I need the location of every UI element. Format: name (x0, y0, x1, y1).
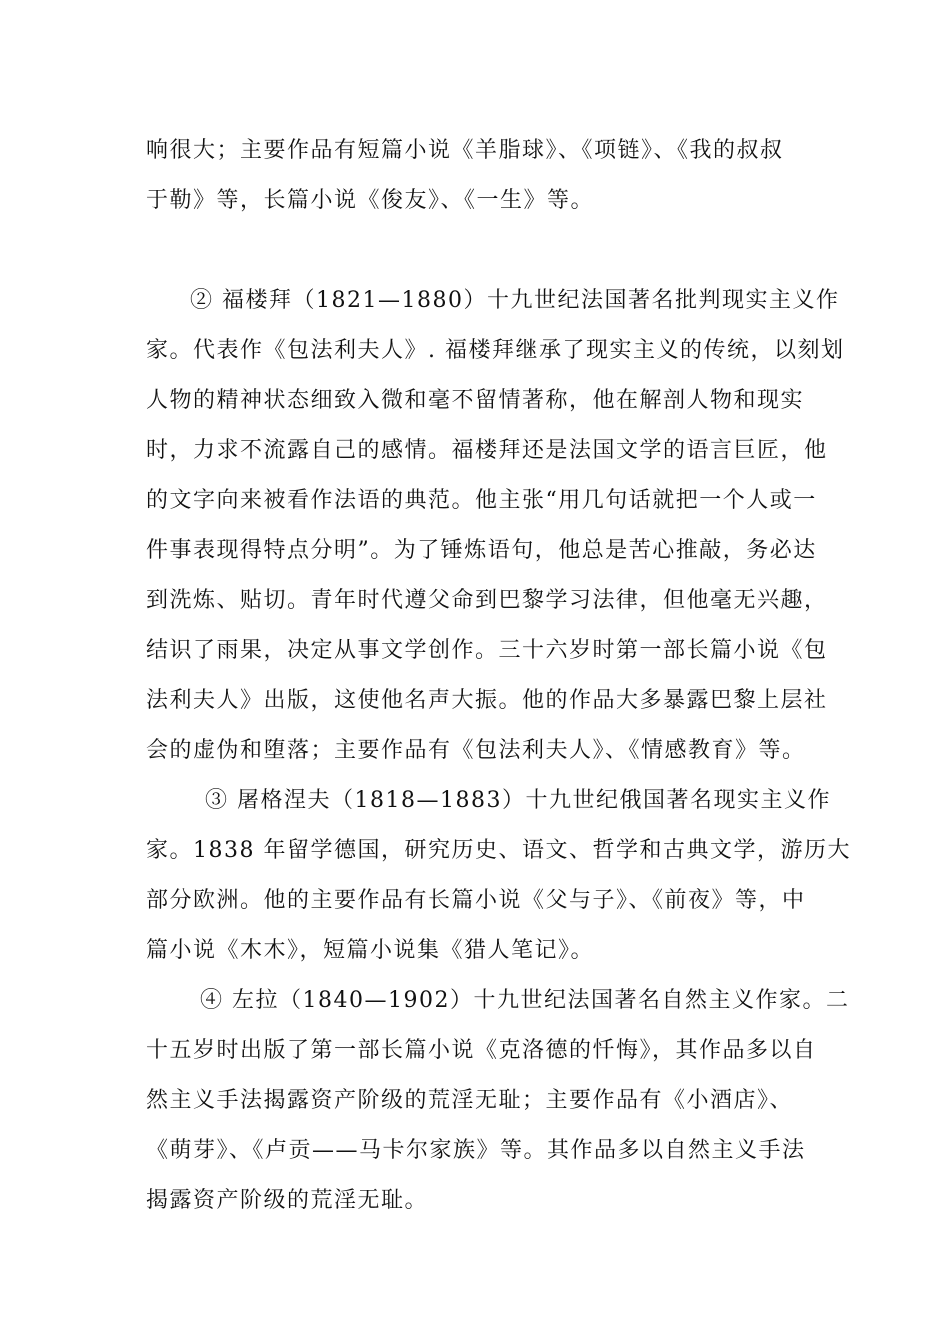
text-line: 人物的精神状态细致入微和毫不留情著称，他在解剖人物和现实 (146, 388, 805, 413)
text-line: 时，力求不流露自己的感情。福楼拜还是法国文学的语言巨匠，他 (146, 438, 828, 463)
text-line: 家。1838 年留学德国，研究历史、语文、哲学和古典文学，游历大 (146, 838, 851, 863)
text-line: 《萌芽》、《卢贡——马卡尔家族》等。其作品多以自然主义手法 (146, 1138, 806, 1163)
paragraph-start-turgenev: ③ 屠格涅夫（1818—1883）十九世纪俄国著名现实主义作 (205, 788, 831, 813)
text-line: 十五岁时出版了第一部长篇小说《克洛德的忏悔》，其作品多以自 (146, 1038, 817, 1063)
text-line: 法利夫人》出版，这使他名声大振。他的作品大多暴露巴黎上层社 (146, 688, 828, 713)
text-line: 件事表现得特点分明”。为了锤炼语句，他总是苦心推敲，务必达 (146, 538, 817, 563)
paragraph-start-zola: ④ 左拉（1840—1902）十九世纪法国著名自然主义作家。二 (200, 988, 850, 1013)
text-line: 会的虚伪和堕落；主要作品有《包法利夫人》、《情感教育》等。 (146, 738, 806, 763)
text-line: 篇小说《木木》，短篇小说集《猎人笔记》。 (146, 938, 595, 963)
text-line: 揭露资产阶级的荒淫无耻。 (146, 1188, 429, 1213)
text-line: 的文字向来被看作法语的典范。他主张“用几句话就把一个人或一 (146, 488, 817, 513)
text-line: 响很大；主要作品有短篇小说《羊脂球》、《项链》、《我的叔叔 (146, 138, 784, 163)
paragraph-start-flaubert: ② 福楼拜（1821—1880）十九世纪法国著名批判现实主义作 (190, 288, 840, 313)
text-line: 结识了雨果，决定从事文学创作。三十六岁时第一部长篇小说《包 (146, 638, 828, 663)
text-line: 部分欧洲。他的主要作品有长篇小说《父与子》、《前夜》等，中 (146, 888, 806, 913)
text-line: 家。代表作《包法利夫人》. 福楼拜继承了现实主义的传统，以刻划 (146, 338, 845, 363)
text-line: 到洗炼、贴切。青年时代遵父命到巴黎学习法律，但他毫无兴趣， (146, 588, 828, 613)
text-line: 于勒》等，长篇小说《俊友》、《一生》等。 (146, 188, 595, 213)
text-line: 然主义手法揭露资产阶级的荒淫无耻；主要作品有《小酒店》、 (146, 1088, 794, 1113)
